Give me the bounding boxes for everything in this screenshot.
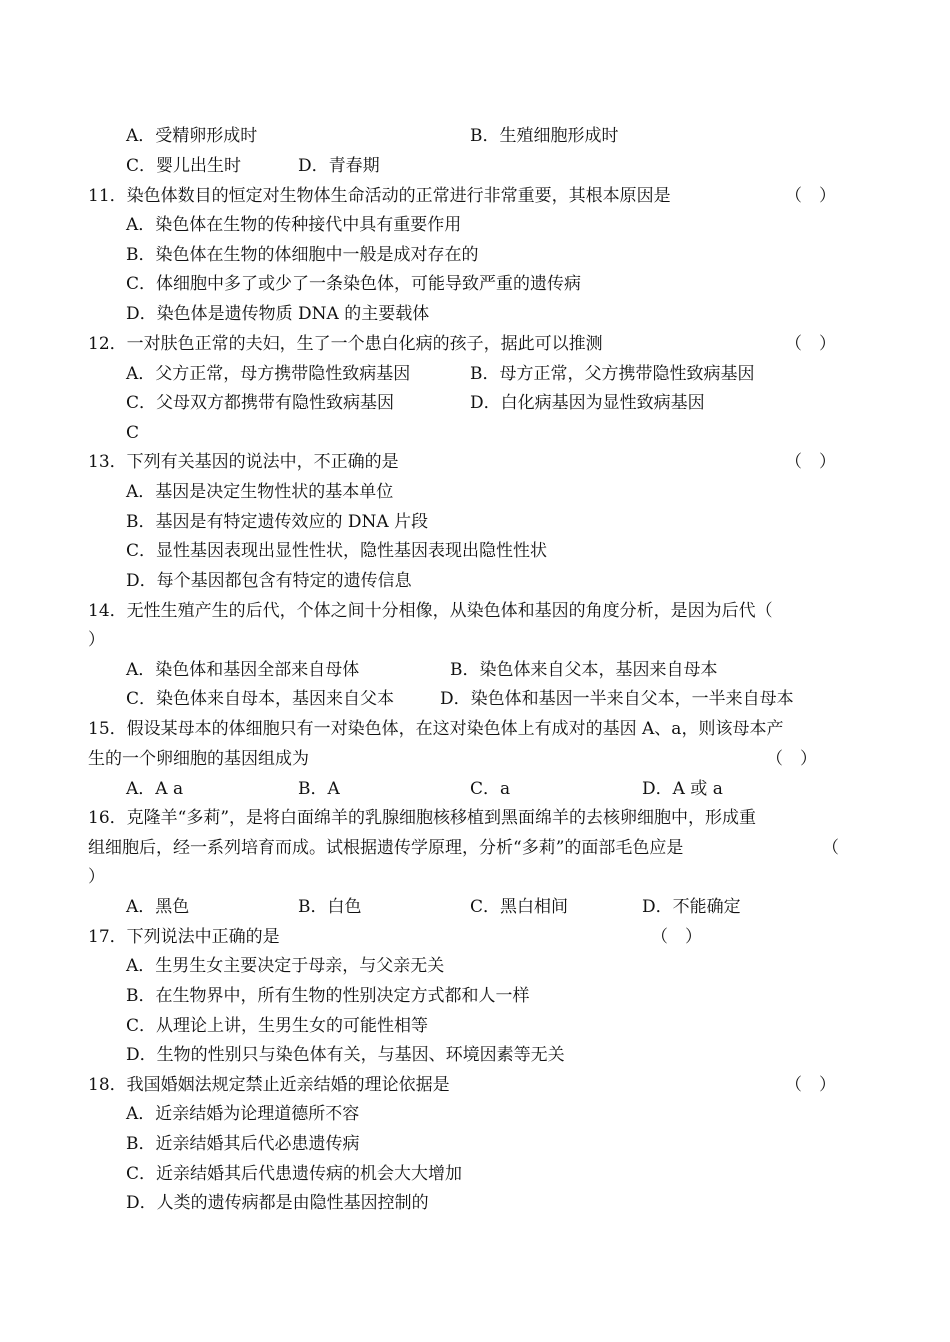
q17-option-b: B．在生物界中，所有生物的性别决定方式都和人一样 xyxy=(126,986,530,1006)
q16-stem-line1: 16．克隆羊“多莉”，是将白面绵羊的乳腺细胞核移植到黑面绵羊的去核卵细胞中，形成重 xyxy=(88,808,757,828)
q11-answer-bracket: （ ） xyxy=(785,186,836,206)
q17-option-d: D．生物的性别只与染色体有关，与基因、环境因素等无关 xyxy=(126,1045,565,1065)
q18-option-d: D．人类的遗传病都是由隐性基因控制的 xyxy=(126,1193,429,1213)
q18-option-c: C．近亲结婚其后代患遗传病的机会大大增加 xyxy=(126,1164,463,1184)
q15-stem-line1: 15．假设某母本的体细胞只有一对染色体，在这对染色体上有成对的基因 A、a，则该母本产 xyxy=(88,719,784,739)
q10-option-b: B．生殖细胞形成时 xyxy=(470,126,619,146)
q10-option-a: A．受精卵形成时 xyxy=(126,126,258,146)
q14-stem-line2: ） xyxy=(88,630,105,650)
q12-option-d: D．白化病基因为显性致病基因 xyxy=(470,393,705,413)
q14-option-a: A．染色体和基因全部来自母体 xyxy=(126,660,360,680)
q10-option-c: C．婴儿出生时 xyxy=(126,156,242,176)
q16-option-b: B．白色 xyxy=(298,897,362,917)
q11-option-b: B．染色体在生物的体细胞中一般是成对存在的 xyxy=(126,245,479,265)
q13-stem: 13．下列有关基因的说法中，不正确的是 xyxy=(88,452,399,472)
q16-stem-line3: ） xyxy=(88,867,105,887)
q11-option-a: A．染色体在生物的传种接代中具有重要作用 xyxy=(126,215,462,235)
q18-option-a: A．近亲结婚为论理道德所不容 xyxy=(126,1104,360,1124)
q15-option-a: A．A a xyxy=(126,779,184,799)
q18-answer-bracket: （ ） xyxy=(785,1075,836,1095)
q14-option-c: C．染色体来自母本，基因来自父本 xyxy=(126,689,395,709)
q13-option-b: B．基因是有特定遗传效应的 DNA 片段 xyxy=(126,512,429,532)
q11-option-d: D．染色体是遗传物质 DNA 的主要载体 xyxy=(126,304,430,324)
q14-stem-line1: 14．无性生殖产生的后代，个体之间十分相像，从染色体和基因的角度分析，是因为后代（ xyxy=(88,601,773,621)
q17-stem: 17．下列说法中正确的是 xyxy=(88,927,280,947)
q13-option-d: D．每个基因都包含有特定的遗传信息 xyxy=(126,571,412,591)
q14-option-b: B．染色体来自父本，基因来自母本 xyxy=(450,660,718,680)
q12-option-b: B．母方正常，父方携带隐性致病基因 xyxy=(470,364,755,384)
q16-answer-bracket-open: （ xyxy=(822,838,839,858)
q16-option-a: A．黑色 xyxy=(126,897,190,917)
q12-answer-bracket: （ ） xyxy=(785,334,836,354)
q10-option-d: D．青春期 xyxy=(298,156,380,176)
q12-option-c: C．父母双方都携带有隐性致病基因 xyxy=(126,393,395,413)
q14-option-d: D．染色体和基因一半来自父本，一半来自母本 xyxy=(440,689,794,709)
q15-stem-line2: 生的一个卵细胞的基因组成为 xyxy=(88,749,309,769)
q18-stem: 18．我国婚姻法规定禁止近亲结婚的理论依据是 xyxy=(88,1075,450,1095)
q11-option-c: C．体细胞中多了或少了一条染色体，可能导致严重的遗传病 xyxy=(126,274,582,294)
q17-option-c: C．从理论上讲，生男生女的可能性相等 xyxy=(126,1016,429,1036)
q15-option-b: B．A xyxy=(298,779,340,799)
q15-answer-bracket: （ ） xyxy=(766,749,817,769)
q16-stem-line2: 组细胞后，经一系列培育而成。试根据遗传学原理，分析“多莉”的面部毛色应是 xyxy=(88,838,684,858)
q12-option-a: A．父方正常，母方携带隐性致病基因 xyxy=(126,364,411,384)
q15-option-c: C．a xyxy=(470,779,511,799)
q13-option-c: C．显性基因表现出显性性状，隐性基因表现出隐性性状 xyxy=(126,541,548,561)
q11-stem: 11．染色体数目的恒定对生物体生命活动的正常进行非常重要，其根本原因是 xyxy=(88,186,671,206)
q13-answer-bracket: （ ） xyxy=(785,452,836,472)
q18-option-b: B．近亲结婚其后代必患遗传病 xyxy=(126,1134,360,1154)
q12-stem: 12．一对肤色正常的夫妇，生了一个患白化病的孩子，据此可以推测 xyxy=(88,334,603,354)
q15-option-d: D．A 或 a xyxy=(642,779,723,799)
q16-option-d: D．不能确定 xyxy=(642,897,741,917)
q13-option-a: A．基因是决定生物性状的基本单位 xyxy=(126,482,394,502)
q16-option-c: C．黑白相间 xyxy=(470,897,569,917)
q17-answer-bracket: （ ） xyxy=(651,927,702,947)
q12-answer: C xyxy=(126,423,140,443)
q17-option-a: A．生男生女主要决定于母亲，与父亲无关 xyxy=(126,956,445,976)
